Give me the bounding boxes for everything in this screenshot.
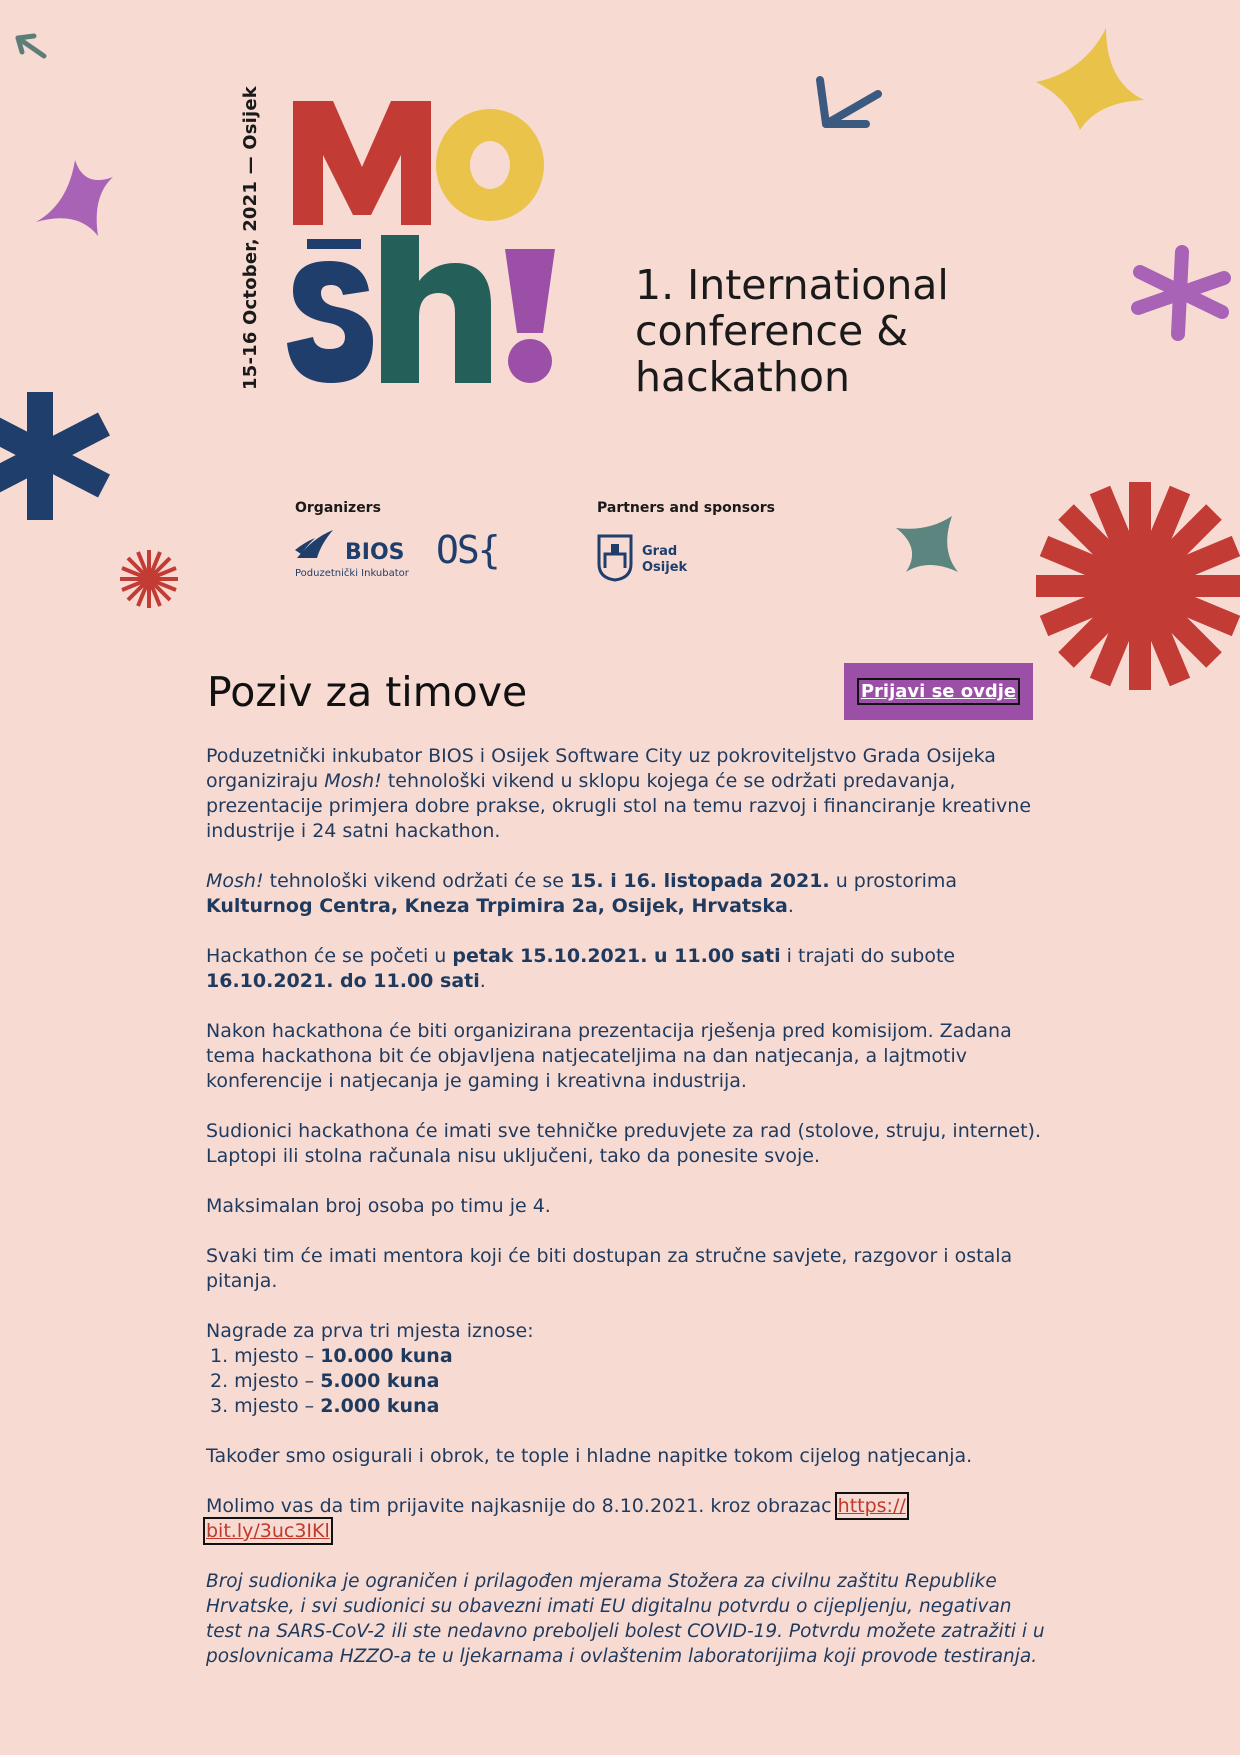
yellow-star-shape [1036, 28, 1144, 130]
apply-button-label[interactable]: Prijavi se ovdje [857, 678, 1020, 705]
registration-link-continued[interactable]: bit.ly/3uc3IKl [206, 1520, 330, 1542]
event-date-vertical [235, 86, 263, 390]
prizes-intro: Nagrade za prva tri mjesta iznose: [206, 1320, 534, 1342]
prizes-section [206, 1319, 1046, 1419]
presentation-paragraph: Nakon hackathona će biti organizirana prezentacija rješenja pred komisijom. Zadana tema hackathona bit će objavljena natjecateljima na dan natjecanja, a lajtmotiv konferencije i natjecanja je gaming i kreativna industrija. [206, 1020, 1012, 1092]
subtitle-line: hackathon [635, 353, 850, 401]
city-crest-icon [597, 534, 633, 582]
prize-item: 2. mjesto – 5.000 kuna [210, 1370, 440, 1392]
registration-paragraph: Molimo vas da tim prijavite najkasnije do 8.10.2021. kroz obrazac https:// bit.ly/3uc3IKl [206, 1495, 906, 1542]
event-date-text: 15-16 October, 2021 — Osijek [240, 86, 261, 390]
mosh-logo-graphic [285, 95, 595, 395]
subtitle-line: conference & [635, 307, 909, 355]
bios-logo [295, 524, 409, 584]
prize-item: 1. mjesto – 10.000 kuna [210, 1345, 453, 1367]
venue-paragraph: Mosh! tehnološki vikend održati će se 15. i 16. listopada 2021. u prostorima Kulturnog Centra, Kneza Trpimira 2a, Osijek, Hrvatska. [206, 870, 958, 917]
mentor-paragraph: Svaki tim će imati mentora koji će biti dostupan za stručne savjete, razgovor i ostala pitanja. [206, 1245, 1013, 1292]
schedule-paragraph: Hackathon će se početi u petak 15.10.2021. u 11.00 sati i trajati do subote 16.10.2021. do 11.00 sati. [206, 945, 956, 992]
grad-line2: Osijek [642, 560, 688, 575]
bios-subtitle: Poduzetnički Inkubator [295, 568, 409, 579]
navy-asterisk-shape [0, 392, 104, 520]
red-burst-large-shape [1036, 482, 1240, 690]
organizers-label: Organizers [295, 500, 381, 516]
grad-line1: Grad [642, 544, 678, 559]
covid-footnote: Broj sudionika je ograničen i prilagođen mjerama Stožera za civilnu zaštitu Republike Hrvatske, i svi sudionici su obavezni imati EU digitalnu potvrdu o cijepljenju, negativan test na SARS-CoV-2 ili ste nedavno preboljeli bolest COVID-19. Potvrdu možete zatražiti i u poslovnicama HZZO-a te u ljekarnama i ovlaštenim laboratorijima koji provode testiranja. [206, 1571, 1045, 1667]
subtitle-line: 1. International [635, 261, 949, 309]
bios-name: BIOS [345, 540, 405, 565]
team-size-paragraph: Maksimalan broj osoba po timu je 4. [206, 1195, 551, 1217]
grad-osijek-logo [597, 534, 717, 584]
teal-star-shape [896, 516, 958, 572]
mosh-logo [285, 95, 595, 395]
purple-asterisk-shape [1138, 252, 1224, 334]
red-burst-small-shape [120, 550, 178, 608]
apply-button[interactable] [844, 663, 1033, 720]
purple-star-shape [36, 160, 113, 236]
partners-label: Partners and sponsors [597, 500, 775, 516]
equipment-paragraph: Sudionici hackathona će imati sve tehničke preduvjete za rad (stolove, struju, internet). Laptopi ili stolna računala nisu uključeni, tako da ponesite svoje. [206, 1120, 1042, 1167]
call-for-teams-text [206, 744, 1046, 1694]
arrow-icon-navy [820, 80, 878, 124]
page-title: Poziv za timove [207, 668, 528, 716]
intro-paragraph: Poduzetnički inkubator BIOS i Osijek Software City uz pokroviteljstvo Grada Osijeka organiziraju Mosh! tehnološki vikend u sklopu kojega će se održati predavanja, prezentacije primjera dobre prakse, okrugli stol na temu razvoj i financiranje kreativne industrije i 24 satni hackathon. [206, 745, 1032, 842]
osc-logo: OS{ [436, 528, 499, 572]
registration-link[interactable]: https:// [837, 1495, 906, 1517]
arrow-icon-small [18, 36, 44, 56]
prize-list [206, 1344, 1046, 1419]
event-subtitle [635, 262, 949, 400]
bios-wave-icon [295, 528, 335, 562]
prize-item: 3. mjesto – 2.000 kuna [210, 1395, 440, 1417]
catering-paragraph: Također smo osigurali i obrok, te tople i hladne napitke tokom cijelog natjecanja. [206, 1445, 973, 1467]
